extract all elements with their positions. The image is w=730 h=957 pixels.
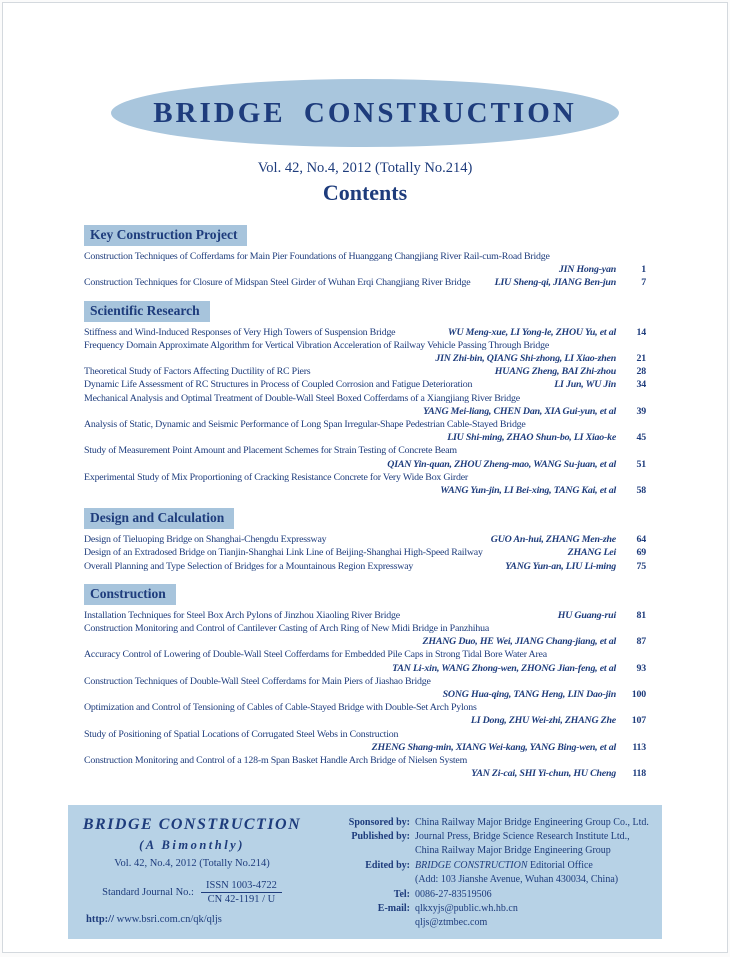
item-page-number: 51	[636, 458, 646, 470]
item-byline	[84, 714, 646, 727]
table-of-contents	[84, 214, 646, 781]
item-title: Design of Tieluoping Bridge on Shanghai-Chengdu Expressway	[84, 534, 327, 546]
item-page-number: 93	[636, 662, 646, 674]
item-byline	[84, 688, 646, 701]
item-page-number: 39	[636, 405, 646, 417]
footer-left-column	[68, 805, 316, 939]
contents-title: Contents	[322, 180, 408, 205]
footer-bimonthly-label: (A Bimonthly)	[139, 837, 245, 852]
issue-line: Vol. 42, No.4, 2012 (Totally No.214)	[257, 160, 473, 176]
standard-journal-number	[68, 880, 316, 905]
masthead-ellipse	[111, 79, 619, 147]
item-row	[84, 546, 646, 559]
item-title: Installation Techniques for Steel Box Arch Pylons of Jinzhou Xiaoling River Bridge	[84, 609, 400, 621]
item-byline	[84, 458, 646, 471]
item-authors: YANG Mei-liang, CHEN Dan, XIA Gui-yun, et al	[423, 405, 616, 417]
item-authors: QIAN Yin-quan, ZHOU Zheng-mao, WANG Su-juan, et al	[387, 458, 616, 470]
toc-item	[84, 365, 646, 378]
item-row	[84, 609, 646, 622]
section-header: Construction	[84, 584, 176, 605]
item-title: Theoretical Study of Factors Affecting Ductility of RC Piers	[84, 366, 311, 378]
toc-item	[84, 533, 646, 546]
toc-item	[84, 378, 646, 391]
item-page-number: 113	[632, 741, 646, 753]
item-authors: ZHANG Duo, HE Wei, JIANG Chang-jiang, et al	[422, 636, 616, 648]
footer-row-value: qljs@ztmbec.com	[415, 917, 488, 929]
footer-row-label: Sponsored by:	[348, 816, 410, 828]
item-byline	[84, 263, 646, 276]
footer-issue-line: Vol. 42, No.4, 2012 (Totally No.214)	[114, 857, 270, 869]
item-authors: LI Dong, ZHU Wei-zhi, ZHANG Zhe	[470, 715, 616, 727]
item-title: Construction Monitoring and Control of a 128-m Span Basket Handle Arch Bridge of Nielsen System	[84, 755, 468, 767]
item-authors: WU Meng-xue, LI Yong-le, ZHOU Yu, et al	[447, 326, 616, 338]
footer-row-label: Published by:	[351, 830, 410, 842]
item-authors: GUO An-hui, ZHANG Men-zhe	[490, 534, 616, 546]
item-page-number: 7	[641, 277, 646, 289]
item-title: Construction Techniques for Closure of Midspan Steel Girder of Wuhan Erqi Changjiang River Bridge	[84, 277, 471, 289]
toc-item	[84, 701, 646, 727]
toc-item	[84, 754, 646, 780]
item-byline	[84, 405, 646, 418]
item-page-number: 100	[631, 689, 646, 701]
item-page-number: 87	[636, 636, 646, 648]
item-authors: JIN Zhi-bin, QIANG Shi-zhong, LI Xiao-zhen	[435, 353, 616, 365]
item-authors: LIU Shi-ming, ZHAO Shun-bo, LI Xiao-ke	[447, 432, 616, 444]
footer-row	[316, 859, 652, 873]
url-address: www.bsri.com.cn/qk/qljs	[114, 913, 222, 925]
item-byline	[84, 431, 646, 444]
footer-info-box	[68, 805, 662, 939]
item-title: Frequency Domain Approximate Algorithm for Vertical Vibration Acceleration of Railway Vehicle Passing Through Bridge	[84, 339, 550, 351]
item-byline	[84, 635, 646, 648]
section-header: Design and Calculation	[84, 508, 234, 529]
item-authors: ZHENG Shang-min, XIANG Wei-kang, YANG Bing-wen, et al	[371, 741, 616, 753]
cn-number: CN 42-1191 / U	[207, 893, 276, 905]
item-byline	[84, 484, 646, 497]
item-byline	[84, 352, 646, 365]
item-byline	[84, 767, 646, 780]
item-title: Accuracy Control of Lowering of Double-Wall Steel Cofferdams for Embedded Pile Caps in Strong Tidal Bore Water Area	[84, 649, 547, 661]
footer-right-column	[316, 805, 662, 939]
toc-item	[84, 546, 646, 559]
footer-row-value: China Railway Major Bridge Engineering Group	[415, 845, 611, 857]
item-authors: LI Jun, WU Jin	[554, 379, 616, 391]
footer-row	[316, 902, 652, 916]
journal-url	[68, 914, 316, 925]
item-byline	[84, 741, 646, 754]
item-page-number: 58	[636, 485, 646, 497]
toc-item	[84, 418, 646, 444]
footer-row	[316, 830, 652, 844]
item-page-number: 28	[636, 366, 646, 378]
toc-item	[84, 609, 646, 622]
footer-row-value: China Railway Major Bridge Engineering Group Co., Ltd.	[415, 816, 649, 828]
item-byline	[84, 662, 646, 675]
item-authors: ZHANG Lei	[567, 547, 616, 559]
item-title: Construction Techniques of Double-Wall Steel Cofferdams for Main Piers of Jiashao Bridge	[84, 675, 431, 687]
item-page-number: 118	[632, 768, 646, 780]
footer-row-value: 0086-27-83519506	[415, 888, 492, 900]
item-authors: TAN Li-xin, WANG Zhong-wen, ZHONG Jian-feng, et al	[392, 662, 616, 674]
item-page-number: 81	[636, 609, 646, 621]
item-title: Dynamic Life Assessment of RC Structures in Process of Coupled Corrosion and Fatigue Deterioration	[84, 379, 473, 391]
item-title: Mechanical Analysis and Optimal Treatment of Double-Wall Steel Boxed Cofferdams of a Xiangjiang River Bridge	[84, 392, 520, 404]
footer-row-value: Journal Press, Bridge Science Research Institute Ltd.,	[415, 830, 630, 842]
journal-contents-page	[2, 2, 728, 953]
footer-row-value: qlkxyjs@public.wh.hb.cn	[415, 902, 518, 914]
footer-row	[316, 816, 652, 830]
item-page-number: 75	[636, 560, 646, 572]
toc-item	[84, 471, 646, 497]
footer-row	[316, 888, 652, 902]
journal-title: BRIDGE CONSTRUCTION	[153, 96, 577, 129]
issn-number: ISSN 1003-4722	[201, 880, 282, 893]
item-title: Analysis of Static, Dynamic and Seismic Performance of Long Span Irregular-Shape Pedestrian Cable-Stayed Bridge	[84, 419, 526, 431]
item-title: Overall Planning and Type Selection of Bridges for a Mountainous Region Expressway	[84, 560, 414, 572]
item-title: Study of Positioning of Spatial Locations of Corrugated Steel Webs in Construction	[84, 728, 399, 740]
item-title: Study of Measurement Point Amount and Placement Schemes for Strain Testing of Concrete Beam	[84, 445, 457, 457]
toc-item	[84, 339, 646, 365]
item-authors: YAN Zi-cai, SHI Yi-chun, HU Cheng	[471, 768, 616, 780]
item-row	[84, 326, 646, 339]
footer-row-label: E-mail:	[377, 902, 410, 914]
toc-item	[84, 326, 646, 339]
toc-item	[84, 648, 646, 674]
item-page-number: 21	[636, 353, 646, 365]
item-page-number: 69	[636, 547, 646, 559]
standard-journal-label: Standard Journal No.:	[102, 886, 194, 898]
footer-journal-name: BRIDGE CONSTRUCTION	[82, 815, 302, 833]
item-title: Construction Monitoring and Control of Cantilever Casting of Arch Ring of New Midi Bridge in Panzhihua	[84, 623, 489, 635]
item-authors: YANG Yun-an, LIU Li-ming	[505, 560, 616, 572]
toc-item	[84, 250, 646, 276]
url-prefix: http://	[86, 913, 115, 925]
toc-item	[84, 622, 646, 648]
toc-item	[84, 728, 646, 754]
item-title: Design of an Extradosed Bridge on Tianjin-Shanghai Link Line of Beijing-Shanghai High-Speed Railway	[84, 547, 483, 559]
footer-row-value: BRIDGE CONSTRUCTION Editorial Office	[415, 859, 593, 871]
item-authors: LIU Sheng-qi, JIANG Ben-jun	[494, 277, 616, 289]
journal-number-fraction	[201, 880, 282, 905]
footer-row-label: Edited by:	[365, 859, 410, 871]
item-row	[84, 560, 646, 573]
item-row	[84, 533, 646, 546]
item-page-number: 14	[636, 326, 646, 338]
toc-item	[84, 276, 646, 289]
footer-row-label	[316, 916, 415, 930]
item-authors: JIN Hong-yan	[558, 264, 616, 276]
toc-item	[84, 392, 646, 418]
item-authors: HU Guang-rui	[557, 609, 616, 621]
item-page-number: 45	[636, 432, 646, 444]
item-row	[84, 276, 646, 289]
item-page-number: 1	[641, 264, 646, 276]
section-header: Scientific Research	[84, 301, 210, 322]
toc-item	[84, 444, 646, 470]
item-row	[84, 365, 646, 378]
item-page-number: 34	[636, 379, 646, 391]
toc-item	[84, 675, 646, 701]
section-header: Key Construction Project	[84, 225, 247, 246]
footer-italic-journal-name: BRIDGE CONSTRUCTION	[415, 859, 528, 871]
item-title: Experimental Study of Mix Proportioning of Cracking Resistance Concrete for Very Wide Box Girder	[84, 471, 469, 483]
footer-row	[316, 844, 652, 858]
footer-row-value: (Add: 103 Jianshe Avenue, Wuhan 430034, China)	[415, 874, 619, 886]
item-page-number: 64	[636, 534, 646, 546]
item-row	[84, 378, 646, 391]
toc-item	[84, 560, 646, 573]
footer-row-label: Tel:	[393, 888, 410, 900]
item-page-number: 107	[631, 715, 646, 727]
footer-row-label	[316, 873, 415, 887]
item-authors: SONG Hua-qing, TANG Heng, LIN Dao-jin	[442, 689, 616, 701]
item-authors: HUANG Zheng, BAI Zhi-zhou	[494, 366, 616, 378]
footer-row-label	[316, 844, 415, 858]
item-title: Stiffness and Wind-Induced Responses of Very High Towers of Suspension Bridge	[84, 326, 396, 338]
item-title: Construction Techniques of Cofferdams for Main Pier Foundations of Huanggang Changjiang River Rail-cum-Road Bridge	[84, 251, 550, 262]
footer-row	[316, 873, 652, 887]
item-authors: WANG Yun-jin, LI Bei-xing, TANG Kai, et al	[440, 485, 616, 497]
footer-row	[316, 916, 652, 930]
item-title: Optimization and Control of Tensioning of Cables of Cable-Stayed Bridge with Double-Set Arch Pylons	[84, 702, 477, 714]
